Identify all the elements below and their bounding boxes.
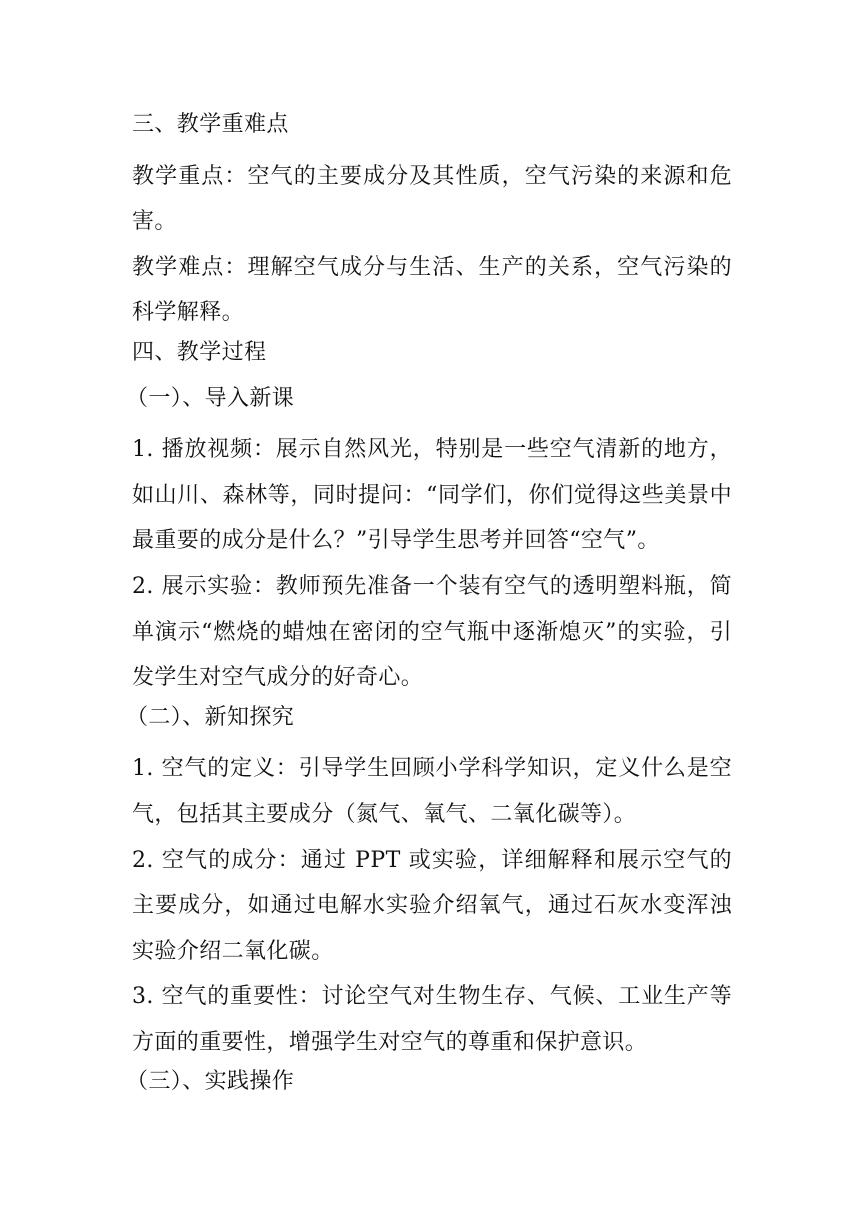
document-body (126, 108, 732, 1111)
part2-heading: （二）、新知探究 (126, 704, 295, 730)
part2-item1-paragraph: 1. 空气的定义：引导学生回顾小学科学知识，定义什么是空气，包括其主要成分（氮气、氧气、二氧化碳等）。 (132, 756, 732, 827)
key-point-paragraph: 教学重点：空气的主要成分及其性质，空气污染的来源和危害。 (132, 163, 732, 235)
difficult-point-paragraph: 教学难点：理解空气成分与生活、生产的关系，空气污染的科学解释。 (132, 254, 732, 326)
part1-item1-paragraph: 1. 播放视频：展示自然风光，特别是一些空气清新的地方，如山川、森林等，同时提问：“同学们，你们觉得这些美景中最重要的成分是什么？”引导学生思考并回答“空气”。 (132, 437, 732, 554)
part1-item2-paragraph: 2. 展示实验：教师预先准备一个装有空气的透明塑料瓶，简单演示“燃烧的蜡烛在密闭的空气瓶中逐渐熄灭”的实验，引发学生对空气成分的好奇心。 (132, 573, 732, 691)
part2-item2-paragraph: 2. 空气的成分：通过 PPT 或实验，详细解释和展示空气的主要成分，如通过电解水实验介绍氧气，通过石灰水变浑浊实验介绍二氧化碳。 (132, 847, 732, 964)
part1-heading: （一）、导入新课 (126, 385, 295, 411)
part2-item3-paragraph: 3. 空气的重要性：讨论空气对生物生存、气候、工业生产等方面的重要性，增强学生对空气的尊重和保护意识。 (132, 984, 732, 1055)
part3-heading: （三）、实践操作 (126, 1069, 295, 1095)
section4-heading: 四、教学过程 (132, 339, 267, 365)
section3-heading: 三、教学重难点 (132, 112, 289, 137)
